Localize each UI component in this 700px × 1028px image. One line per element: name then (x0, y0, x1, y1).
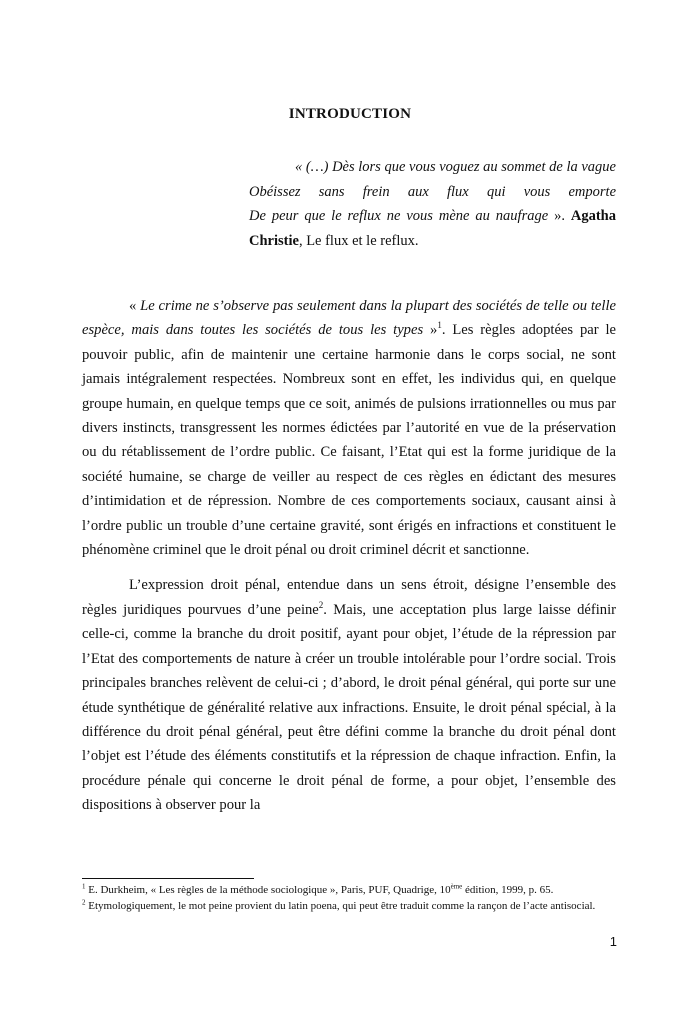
epigraph-line-1-text: « (…) Dès lors que vous voguez au sommet de la vague (295, 159, 616, 175)
quote-open: « (129, 298, 141, 314)
footnote-ref-1[interactable]: 1 (437, 320, 442, 331)
footnote-1-superscript: ème (450, 882, 463, 891)
paragraph-2 (82, 573, 616, 817)
quote-close: » (423, 322, 438, 339)
paragraph-2-text-a: L’expression droit pénal, entendue dans un sens étroit, désigne l’ensemble des règles juridiques pourvues d’une peine (82, 577, 616, 618)
epigraph-line-3-text: De peur que le reflux ne vous mène au naufrage (249, 208, 549, 224)
footnote-2-text: Etymologiquement, le mot peine provient du latin poena, qui peut être traduit comme la rançon de l’acte antisocial. (85, 900, 596, 912)
epigraph-line-1 (249, 155, 616, 180)
footnote-separator (82, 878, 254, 879)
body-text (82, 294, 616, 818)
footnote-1-text-b: édition, 1999, p. 65. (462, 884, 554, 896)
epigraph-close-quote: ». (548, 208, 571, 224)
epigraph (249, 155, 616, 253)
page-number: 1 (609, 934, 617, 949)
paragraph-2-text-b: . Mais, une acceptation plus large laisse définir celle-ci, comme la branche du droit positif, ayant pour objet, l’étude de la répression par l’Etat des comportements de nature à créer un trouble intolérable pour l’ordre social. Trois principales branches relèvent de celui-ci ; d’abord, le droit pénal général, qui porte sur une étude synthétique de généralité relative aux infractions. Ensuite, le droit pénal spécial, à la différence du droit pénal général, peut être défini comme la branche du droit pénal dont l’objet est l’étude des éléments constitutifs et la répression de chaque infraction. Enfin, la procédure pénale qui concerne le droit pénal de forme, a pour objet, l’ensemble des dispositions à observer pour la (82, 601, 616, 814)
footnote-1-number: 1 (82, 882, 86, 891)
epigraph-work: , Le flux et le reflux. (298, 232, 419, 249)
footnotes (82, 884, 616, 916)
footnote-1-text-a: E. Durkheim, « Les règles de la méthode sociologique », Paris, PUF, Quadrige, 10 (85, 884, 451, 896)
page-title: INTRODUCTION (288, 106, 412, 122)
footnote-2 (82, 900, 616, 913)
paragraph-1 (82, 294, 616, 562)
footnote-ref-2[interactable]: 2 (318, 600, 324, 611)
footnote-1 (82, 884, 616, 897)
durkheim-quote: Le crime ne s’observe pas seulement dans la plupart des sociétés de telle ou telle espèce, mais dans toutes les sociétés de tous les types (82, 298, 616, 339)
epigraph-line-2-text: Obéissez sans frein aux flux qui vous emporte (249, 183, 616, 200)
epigraph-author: Agatha Christie (249, 208, 616, 249)
epigraph-line-3 (249, 208, 616, 249)
paragraph-1-text: . Les règles adoptées par le pouvoir public, afin de maintenir une certaine harmonie dans le corps social, ne sont jamais intégralement respectées. Nombreux sont en effet, les individus qui, en quelque groupe humain, en quelque temps que ce soit, animés de pulsions irrationnelles ou mus par divers instincts, transgressent les normes édictées par l’autorité en vue de la préservation ou du rétablissement de l’ordre public. Ce faisant, l’Etat qui est la forme juridique de la société humaine, se charge de veiller au respect de ces règles en édictant des mesures d’intimidation et de répression. Nombre de ces comportements sociaux, causant ainsi à l’ordre public un trouble d’une certaine gravité, sont érigés en infractions et constituent le phénomène criminel que le droit pénal ou droit criminel décrit et sanctionne. (82, 322, 617, 559)
footnote-2-number: 2 (82, 898, 86, 907)
epigraph-line-2 (249, 180, 616, 205)
